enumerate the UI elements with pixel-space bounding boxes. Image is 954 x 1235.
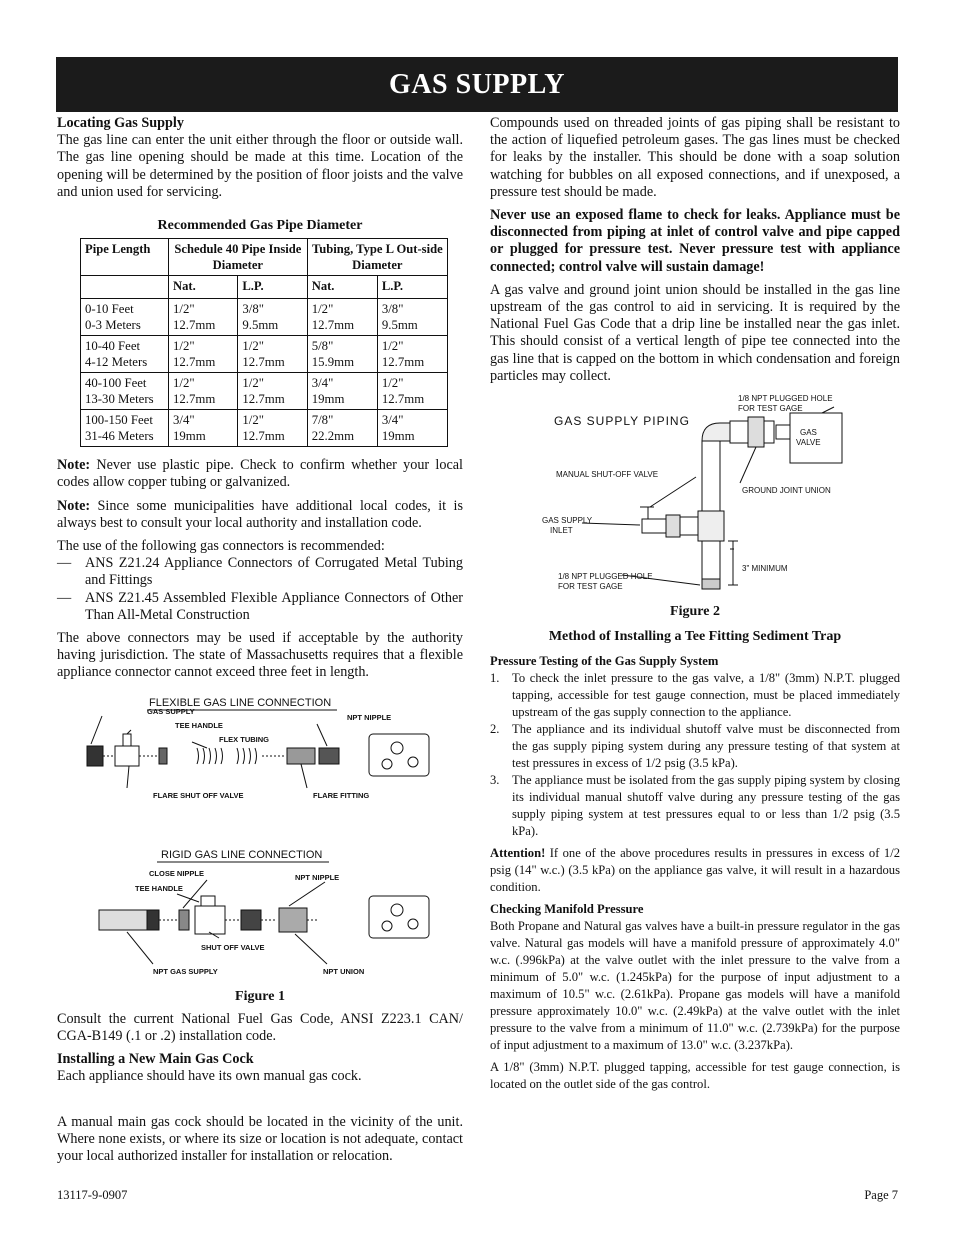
manual-shut-off-valve (666, 515, 680, 537)
locating-heading: Locating Gas Supply (57, 115, 184, 131)
pressure-section (490, 653, 900, 1093)
npt-union (279, 908, 307, 932)
npt-nipple (319, 748, 339, 764)
table-cell-length: 100-150 Feet 31-46 Meters (81, 410, 169, 447)
cock-heading: Installing a New Main Gas Cock (57, 1051, 254, 1068)
npt-nipple-rigid (241, 910, 261, 930)
fig2-title: GAS SUPPLY PIPING (554, 414, 690, 429)
tee-handle (123, 734, 131, 746)
cock-text-2: A manual main gas cock should be located in the vicinity of the unit. Where none exists, or where its size or location is not adequate, contact your local authorized installer for installation or relocation. (57, 1113, 463, 1165)
flare-fitting (287, 748, 315, 764)
label-plug-top-2: FOR TEST GAGE (738, 404, 803, 414)
label-gas-valve-1: GAS (800, 428, 817, 438)
manifold-text: Both Propane and Natural gas valves have a built-in pressure regulator in the gas valve. Natural gas models will have a manifold pressure of approximately 4.0" w.c. (.996kPa) at the valve outlet with the inlet pressure to the valve from a minimum of 5.0" w.c. (1.245kPa) for the purpose of input adjustment to a maximum of 10.5" w.c. (2.61kPa). Propane gas models will have a manifold pressure approximately 10.0" w.c. (2.49kPa) at the valve outlet with the inlet pressure to the valve from a minimum of 11.0" w.c. (2.739kPa) for the purpose of input adjustment to a maximum of 13.0" w.c. (3.237kPa). (490, 919, 900, 1053)
label-minimum: 3" MINIMUM (742, 564, 788, 574)
table-cell: 1/2" 12.7mm (169, 299, 238, 336)
flex-tubing (197, 748, 257, 764)
list-item: 2. The appliance and its individual shutoff valve must be disconnected from the gas supply piping system during any pressure testing of that system at test pressures in excess of 1/2 psig (3.5 kPa). (490, 722, 900, 771)
label-npt-nipple-rigid: NPT NIPPLE (295, 872, 340, 882)
connectors-text: The above connectors may be used if acceptable by the authority having jurisdiction. The state of Massachusetts requires that a flexible appliance connector cannot exceed three feet in length. (57, 630, 463, 681)
figure-2-diagram (490, 389, 900, 601)
leak-warning: Never use an exposed flame to check for leaks. Appliance must be disconnected from piping at inlet of control valve and pipe capped or plugged for pressure test. Never pressure test with appliance connected; control valve will sustain damage! (490, 207, 900, 275)
figure-1-caption: Figure 1 (235, 988, 285, 1004)
table-row (81, 336, 448, 373)
table-row (81, 373, 448, 410)
pressure-heading: Pressure Testing of the Gas Supply System (490, 654, 719, 669)
pressure-list (490, 670, 900, 840)
table-cell: 1/2" 12.7mm (238, 410, 307, 447)
label-tee-handle-rigid: TEE HANDLE (135, 883, 183, 893)
table-subheader-empty (81, 276, 169, 299)
table-cell: 1/2" 12.7mm (169, 373, 238, 410)
label-gas-supply: GAS SUPPLY (147, 706, 195, 716)
label-inlet-2: INLET (550, 526, 573, 536)
table-cell: 1/2" 12.7mm (377, 336, 447, 373)
label-npt-nipple: NPT NIPPLE (347, 712, 392, 722)
label-npt-union: NPT UNION (323, 966, 365, 976)
list-item: 3. The appliance must be isolated from the gas supply piping system by closing its individual manual shutoff valve during any pressure testing of the gas supply piping system at test pressures equal to or less than 1/2 psig (3.5 kPa). (490, 773, 900, 839)
table-title: Recommended Gas Pipe Diameter (157, 218, 363, 234)
connectors-intro: The use of the following gas connectors is recommended: (57, 538, 385, 555)
page-title: GAS SUPPLY (389, 68, 565, 100)
label-inlet-1: GAS SUPPLY (542, 516, 593, 526)
flex-title: FLEXIBLE GAS LINE CONNECTION (149, 696, 332, 709)
locating-text: The gas line can enter the unit either through the floor or outside wall. The gas line opening should be made at this time. Location of the opening will be determined by the position of floor joists and the valve and union used for servicing. (57, 132, 463, 200)
shut-off-valve (195, 906, 225, 934)
table-subheader: L.P. (377, 276, 447, 299)
label-shut-off-valve: SHUT OFF VALVE (201, 942, 265, 952)
doc-number: 13117-9-0907 (57, 1188, 128, 1202)
label-flare-fitting: FLARE FITTING (313, 790, 370, 800)
gas-supply-pipe (87, 746, 103, 766)
label-plug-bottom-1: 1/8 NPT PLUGGED HOLE (558, 572, 653, 582)
attention-text: Attention! If one of the above procedures results in pressures in excess of 1/2 psig (14" w.c.) (3.5 kPa) on the appliance gas valve, it will result in a hazardous condition. (490, 846, 900, 895)
cock-text-1: Each appliance should have its own manual gas cock. (57, 1068, 362, 1085)
label-close-nipple: CLOSE NIPPLE (149, 868, 205, 878)
label-npt-gas-supply: NPT GAS SUPPLY (153, 966, 218, 976)
table-cell: 3/8" 9.5mm (238, 299, 307, 336)
gas-valve-rigid (369, 896, 429, 938)
note-1: Note: Never use plastic pipe. Check to confirm whether your local codes allow copper tubing or galvanized. (57, 457, 463, 491)
right-column (490, 115, 900, 1093)
consult-text: Consult the current National Fuel Gas Code, ANSI Z223.1 CAN/ CGA-B149 (.1 or .2) installation code. (57, 1010, 463, 1045)
table-header-schedule: Schedule 40 Pipe Inside Diameter (169, 239, 308, 276)
table-header-tubing: Tubing, Type L Out-side Diameter (307, 239, 447, 276)
ground-joint-union (748, 417, 764, 447)
label-flex-tubing: FLEX TUBING (219, 734, 269, 744)
table-subheader: L.P. (238, 276, 307, 299)
label-tee-handle: TEE HANDLE (175, 720, 223, 730)
table-cell-length: 10-40 Feet 4-12 Meters (81, 336, 169, 373)
cap (702, 579, 720, 589)
left-column (57, 115, 463, 1165)
connectors-list (57, 555, 463, 624)
manifold-heading: Checking Manifold Pressure (490, 902, 644, 917)
table-cell: 3/4" 19mm (169, 410, 238, 447)
gas-valve-flex (369, 734, 429, 776)
elbow-fitting (702, 423, 730, 441)
valve-text: A gas valve and ground joint union should be installed in the gas line upstream of the gas control to aid in servicing. It is required by the National Fuel Gas Code that a drip line be installed near the gas inlet. This should consist of a vertical length of pipe tee connected into the gas line that is capped on the bottom in which condensation and foreign particles may collect. (490, 281, 900, 384)
table-cell: 1/2" 12.7mm (307, 299, 377, 336)
table-subheader: Nat. (169, 276, 238, 299)
table-cell-length: 0-10 Feet 0-3 Meters (81, 299, 169, 336)
table-row (81, 299, 448, 336)
table-cell: 3/4" 19mm (377, 410, 447, 447)
list-item: 1. To check the inlet pressure to the gas valve, a 1/8" (3mm) N.P.T. plugged tapping, accessible for test gauge connection, must be placed immediately upstream of the gas supply connection to the appliance. (490, 671, 900, 720)
table-cell: 7/8" 22.2mm (307, 410, 377, 447)
title-bar (56, 57, 898, 112)
label-manual-shut-off: MANUAL SHUT-OFF VALVE (556, 470, 659, 480)
flare-shut-off-valve (115, 746, 139, 766)
rigid-title: RIGID GAS LINE CONNECTION (161, 848, 323, 861)
note-2: Note: Since some municipalities have additional local codes, it is always best to consult your local authority and installation code. (57, 497, 463, 531)
table-cell-length: 40-100 Feet 13-30 Meters (81, 373, 169, 410)
list-item: — ANS Z21.24 Appliance Connectors of Corrugated Metal Tubing and Fittings (57, 555, 463, 589)
table-cell: 1/2" 12.7mm (377, 373, 447, 410)
tee-fitting (698, 511, 724, 541)
table-subheader: Nat. (307, 276, 377, 299)
table-cell: 3/8" 9.5mm (377, 299, 447, 336)
figure-2-subcaption: Method of Installing a Tee Fitting Sediment Trap (548, 629, 842, 645)
table-cell: 1/2" 12.7mm (238, 336, 307, 373)
compounds-text: Compounds used on threaded joints of gas piping shall be resistant to the action of liquefied petroleum gases. The gas lines must be checked for leaks by the installer. This should be done with a soap solution watching for bubbles on all exposed connections, and if unexposed, a pressure test should be made. (490, 115, 900, 200)
pipe-diameter-table (80, 238, 448, 447)
page-number: Page 7 (864, 1188, 898, 1202)
label-plug-bottom-2: FOR TEST GAGE (558, 582, 623, 592)
label-gas-valve-2: VALVE (796, 438, 821, 448)
table-cell: 5/8" 15.9mm (307, 336, 377, 373)
table-header-length: Pipe Length (81, 239, 169, 276)
figure-2-caption: Figure 2 (670, 604, 720, 620)
figure-1-diagram (57, 688, 463, 988)
label-plug-top-1: 1/8 NPT PLUGGED HOLE (738, 394, 833, 404)
list-item: — ANS Z21.45 Assembled Flexible Appliance Connectors of Other Than All-Metal Construction (57, 590, 463, 624)
table-row (81, 410, 448, 447)
table-cell: 1/2" 12.7mm (238, 373, 307, 410)
table-cell: 1/2" 12.7mm (169, 336, 238, 373)
table-cell: 3/4" 19mm (307, 373, 377, 410)
close-nipple (179, 910, 189, 930)
label-ground-joint-union: GROUND JOINT UNION (742, 486, 831, 496)
label-flare-shut-off-valve: FLARE SHUT OFF VALVE (153, 790, 244, 800)
tapping-text: A 1/8" (3mm) N.P.T. plugged tapping, accessible for test gauge connection, is located on the outlet side of the gas control. (490, 1060, 900, 1092)
